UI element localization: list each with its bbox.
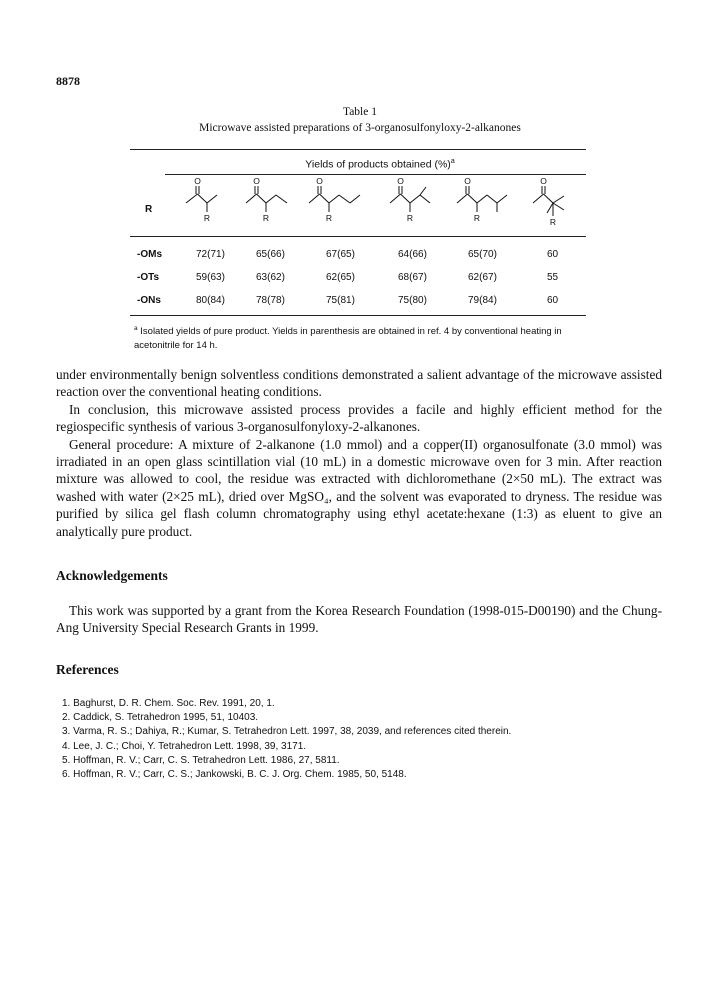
table-cell: 72(71) [196,249,225,260]
table-cell: 60 [547,249,559,260]
table-r-label: R [145,204,153,215]
table-title: Microwave assisted preparations of 3-organosulfonyloxy-2-alkanones [199,122,521,134]
reference-item: 3. Varma, R. S.; Dahiya, R.; Kumar, S. Tetrahedron Lett. 1997, 38, 2039, and references cited therein. [62,726,512,738]
table-cell: 62(65) [326,272,355,283]
table-cell: 60 [547,295,559,306]
reference-item: 1. Baghurst, D. R. Chem. Soc. Rev. 1991, 20, 1. [62,698,275,709]
table-header-rule [165,174,586,175]
table-footnote-mark: a [134,325,138,332]
structure-r-label-3: R [325,213,333,223]
body-text [56,366,662,540]
structure-r-label-6: R [549,217,557,227]
table-row-label: -ONs [137,295,161,306]
ketone-structure-1 [186,186,217,212]
table-yields-header-text: Yields of products obtained (%) [305,158,451,171]
table-row-label: -OMs [137,249,162,260]
table-yields-header-mark: a [450,158,455,165]
reference-item: 6. Hoffman, R. V.; Carr, C. S.; Jankowski, B. C. J. Org. Chem. 1985, 50, 5148. [62,769,407,781]
table-cell: 65(70) [468,249,497,260]
table-footnote [134,322,584,353]
table-cell: 55 [547,272,559,283]
body-paragraph-2: In conclusion, this microwave assisted process provides a facile and highly efficient method for the regiospecific synthesis of various 3-organosulfonyloxy-2-alkanones. [56,401,662,435]
body-paragraph-1: under environmentally benign solventless conditions demonstrated a salient advantage of the microwave assisted reaction over the conventional heating conditions. [56,367,662,400]
table-cell: 68(67) [398,272,427,283]
reference-item: 5. Hoffman, R. V.; Carr, C. S. Tetrahedron Lett. 1986, 27, 5811. [62,754,340,766]
reference-item: 4. Lee, J. C.; Choi, Y. Tetrahedron Lett. 1998, 39, 3171. [62,740,307,752]
structure-r-label-4: R [406,213,414,223]
table-cell: 79(84) [468,295,497,306]
table-cell: 80(84) [196,295,225,306]
table-cell: 59(63) [196,272,225,283]
structure-oxygen-label-6: O [540,176,547,186]
table-label: Table 1 [342,106,377,118]
table-structure-rule [130,236,586,237]
body-paragraph-3: General procedure: A mixture of 2-alkanone (1.0 mmol) and a copper(II) organosulfonate (3.0 mmol) was irradiated in an open glass scintillation vial (10 mL) in a domestic microwave oven for 3 min. After reaction mixture was allowed to cool, the residue was extracted with dichloromethane (2×50 mL). The extract was washed with water (2×25 mL), dried over MgSO₄, and the solvent was evaporated to dryness. The residue was purified by silica gel flash column chromatography using ethyl acetate:hexane (1:3) as eluent to give an analytically pure product. [56,436,662,539]
page-number: 8878 [56,74,80,88]
structure-oxygen-label-3: O [316,176,323,186]
acknowledgements-text: This work was supported by a grant from the Korea Research Foundation (1998-015-D00190) and the Chung-Ang University Special Research Grants in 1999. [56,603,662,636]
reference-item: 2. Caddick, S. Tetrahedron 1995, 51, 10403. [62,712,259,724]
structure-r-label-2: R [262,213,270,223]
references-list [62,697,511,782]
ketone-structure-2 [246,186,287,212]
structure-r-label-1: R [203,213,211,223]
acknowledgements-heading: Acknowledgements [56,568,168,583]
structure-r-label-5: R [473,213,481,223]
table-footnote-text: Isolated yields of pure product. Yields in parenthesis are obtained in ref. 4 by conventional heating in acetonitrile for 14 h. [134,326,562,352]
ketone-structure-5 [457,186,507,212]
table-cell: 75(80) [398,295,427,306]
ketone-structure-6 [533,186,564,216]
table-cell: 65(66) [256,249,285,260]
table-top-rule [130,149,586,150]
table-cell: 64(66) [398,249,427,260]
table-cell: 62(67) [468,272,497,283]
table-cell: 63(62) [256,272,285,283]
table-cell: 78(78) [256,295,285,306]
table-row-label: -OTs [137,272,160,283]
table-bottom-rule [130,315,586,316]
table-yields-header [250,158,510,171]
structure-oxygen-label-4: O [397,176,404,186]
structure-oxygen-label-1: O [194,176,201,186]
references-heading: References [56,662,119,677]
structure-oxygen-label-2: O [253,176,260,186]
table-cell: 75(81) [326,295,355,306]
structure-oxygen-label-5: O [464,176,471,186]
ketone-structure-3 [309,186,360,212]
table-cell: 67(65) [326,249,355,260]
ketone-structure-4 [390,186,430,212]
ketone-structures-row [0,176,720,234]
